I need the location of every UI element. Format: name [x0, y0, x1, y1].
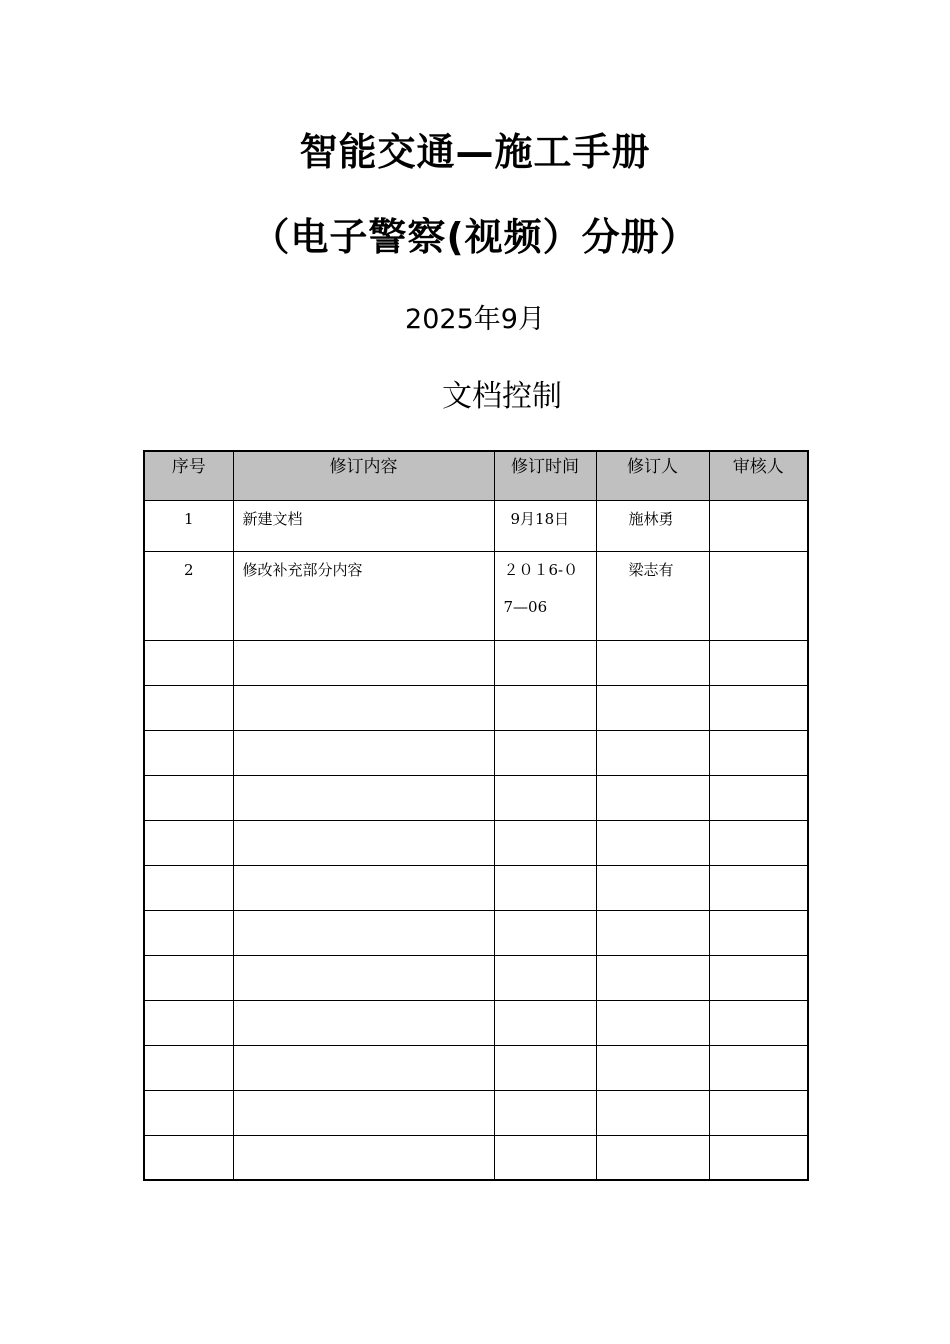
- empty-cell: [596, 685, 709, 730]
- document-title-line-1: 智能交通—施工手册: [299, 130, 651, 174]
- table-row-empty: [144, 685, 808, 730]
- empty-cell: [233, 685, 494, 730]
- empty-cell: [144, 820, 233, 865]
- empty-cell: [709, 775, 808, 820]
- empty-cell: [144, 730, 233, 775]
- empty-cell: [596, 865, 709, 910]
- header-serial-number: 序号: [144, 451, 233, 500]
- empty-cell: [596, 910, 709, 955]
- empty-cell: [494, 685, 596, 730]
- cell-reviewer: [709, 551, 808, 640]
- empty-cell: [144, 1000, 233, 1045]
- table-row-empty: [144, 820, 808, 865]
- empty-cell: [596, 730, 709, 775]
- table-row-empty: [144, 640, 808, 685]
- empty-cell: [709, 955, 808, 1000]
- section-title: 文档控制: [442, 379, 562, 414]
- empty-cell: [596, 820, 709, 865]
- revision-table-header-row: [144, 451, 808, 500]
- empty-cell: [596, 1090, 709, 1135]
- empty-cell: [494, 1135, 596, 1180]
- empty-cell: [709, 640, 808, 685]
- cell-reviser: 梁志有: [596, 551, 709, 640]
- empty-cell: [233, 775, 494, 820]
- table-row-empty: [144, 730, 808, 775]
- empty-cell: [144, 865, 233, 910]
- cell-reviewer: [709, 500, 808, 551]
- table-row-empty: [144, 865, 808, 910]
- document-title-line-2: （电子警察(视频）分册）: [251, 215, 699, 259]
- cell-revision-time: [494, 500, 596, 551]
- empty-cell: [144, 640, 233, 685]
- table-row-empty: [144, 910, 808, 955]
- empty-cell: [709, 820, 808, 865]
- empty-cell: [233, 1090, 494, 1135]
- header-revision-content: 修订内容: [233, 451, 494, 500]
- empty-cell: [233, 1135, 494, 1180]
- empty-cell: [494, 865, 596, 910]
- empty-cell: [144, 775, 233, 820]
- cell-revision-content: 新建文档: [233, 500, 494, 551]
- empty-cell: [144, 1045, 233, 1090]
- table-row: [144, 551, 808, 640]
- empty-cell: [709, 1090, 808, 1135]
- empty-cell: [709, 865, 808, 910]
- empty-cell: [233, 910, 494, 955]
- revision-time-text-line-2: 7—06: [503, 597, 548, 616]
- table-row-empty: [144, 1000, 808, 1045]
- empty-cell: [233, 865, 494, 910]
- empty-cell: [494, 820, 596, 865]
- empty-cell: [233, 1000, 494, 1045]
- empty-cell: [233, 1045, 494, 1090]
- header-revision-time: 修订时间: [494, 451, 596, 500]
- revision-time-text-line-1: ２０１6-０: [503, 560, 579, 579]
- table-row-empty: [144, 1045, 808, 1090]
- empty-cell: [709, 1135, 808, 1180]
- empty-cell: [709, 1045, 808, 1090]
- empty-cell: [494, 775, 596, 820]
- empty-cell: [494, 730, 596, 775]
- revision-time-text: 9月18日: [510, 509, 570, 528]
- empty-cell: [709, 1000, 808, 1045]
- cell-serial-number: 1: [144, 500, 233, 551]
- empty-cell: [144, 1090, 233, 1135]
- cell-revision-content: 修改补充部分内容: [233, 551, 494, 640]
- header-reviewer: 审核人: [709, 451, 808, 500]
- cell-reviser: 施林勇: [596, 500, 709, 551]
- table-row-empty: [144, 1135, 808, 1180]
- cell-serial-number: 2: [144, 551, 233, 640]
- empty-cell: [494, 955, 596, 1000]
- document-date: 2025年9月: [405, 304, 545, 335]
- empty-cell: [494, 1090, 596, 1135]
- empty-cell: [494, 1045, 596, 1090]
- header-reviser: 修订人: [596, 451, 709, 500]
- cell-revision-time: [494, 551, 596, 640]
- empty-cell: [233, 955, 494, 1000]
- table-row-empty: [144, 955, 808, 1000]
- empty-cell: [596, 1135, 709, 1180]
- table-row: [144, 500, 808, 551]
- empty-cell: [233, 640, 494, 685]
- empty-cell: [494, 1000, 596, 1045]
- empty-cell: [144, 685, 233, 730]
- empty-cell: [709, 685, 808, 730]
- empty-cell: [233, 820, 494, 865]
- empty-cell: [144, 1135, 233, 1180]
- empty-cell: [709, 910, 808, 955]
- empty-cell: [709, 730, 808, 775]
- empty-cell: [233, 730, 494, 775]
- empty-cell: [596, 955, 709, 1000]
- empty-cell: [596, 1045, 709, 1090]
- empty-cell: [144, 955, 233, 1000]
- empty-cell: [494, 640, 596, 685]
- empty-cell: [596, 775, 709, 820]
- empty-cell: [144, 910, 233, 955]
- revision-table: [143, 450, 809, 1181]
- empty-cell: [596, 1000, 709, 1045]
- table-row-empty: [144, 1090, 808, 1135]
- table-row-empty: [144, 775, 808, 820]
- empty-cell: [596, 640, 709, 685]
- empty-cell: [494, 910, 596, 955]
